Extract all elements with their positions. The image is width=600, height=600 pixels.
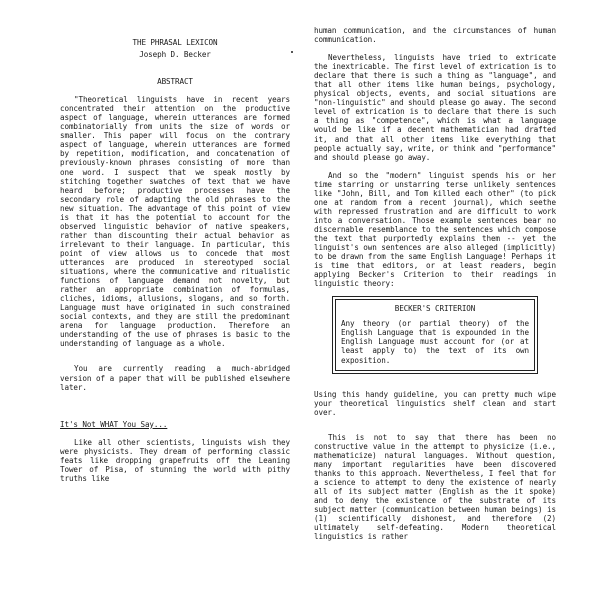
scan-speck [291,51,293,53]
paragraph-guideline: Using this handy guideline, you can pretty much wipe your theoretical linguistics shelf clean and start over. [314,389,556,417]
section-heading: It's Not WHAT You Say... [60,419,168,429]
criterion-box [332,296,538,373]
abridged-note: You are currently reading a much-abridged version of a paper that will be published elsewhere later. [60,364,290,392]
criterion-title: BECKER'S CRITERION [394,304,476,314]
paragraph-continued: human communication, and the circumstances of human communication. [314,26,556,45]
left-column [60,30,290,483]
abstract-heading: ABSTRACT [157,77,193,87]
paper-author: Joseph D. Becker [139,50,211,60]
section-paragraph: Like all other scientists, linguists wish they were physicists. They dream of performing classic feats like dropping grapefruits off the Leaning Tower of Pisa, of stunning the world with pithy truths like [60,437,290,483]
paper-title: THE PHRASAL LEXICON [132,38,218,47]
paragraph-extrication: Nevertheless, linguists have tried to extricate the inextricable. The first level of extrication is to declare that there is such a thing as "language", and that all other items like human beings, psychology, physical objects, events, and social situations are "non-linguistic" and should please go away. The second level of extrication is to declare that there is such a thing as "competence", which is what a language would be like if a decent mathematician had drafted it, and that all other items like everything that people actually say, write, or think and "performance" and should please go away. [314,53,556,162]
abstract-text: "Theoretical linguists have in recent years concentrated their attention on the productive aspect of language, wherein utterances are formed combinatorially from units the size of words or smaller. This paper will focus on the contrary aspect of language, wherein utterances are formed by repetition, modification, and concatenation of previously-known phrases consisting of more than one word. I suspect that we speak mostly by stitching together swatches of text that we have heard before; productive processes have the secondary role of adapting the old phrases to the new situation. The advantage of this point of view is that it has the potential to account for the observed linguistic behavior of native speakers, rather than discounting their actual behavior as irrelevant to their language. In particular, this point of view allows us to concede that most utterances are produced in stereotyped social situations, where the communicative and ritualistic functions of language demand not novelty, but rather an appropriate combination of formulas, cliches, idioms, allusions, slogans, and so forth. Language must have originated in such constrained social contexts, and they are still the predominant arena for language production. Therefore an understanding of the use of phrases is basic to the understanding of language as a whole. [60,95,290,349]
criterion-text: Any theory (or partial theory) of the English Language that is expounded in the English Language must account for (or at least apply to) the text of its own exposition. [341,319,529,365]
right-column [314,26,556,541]
paragraph-modern-linguist: And so the "modern" linguist spends his or her time starring or unstarring terse unlikely sentences like "John, Bill, and Tom killed each other" (to pick one at random from a recent journal), which seethe with repressed frustration and are difficult to work into a conversation. Those example sentences bear no discernable resemblance to the sentences which compose the text that purportedly explains them -- yet the linguist's own sentences are also alleged (implicitly) to be drawn from the same English Language! Perhaps it is time that editors, or at least readers, begin applying Becker's Criterion to their readings in linguistic theory: [314,170,556,289]
paragraph-physicize: This is not to say that there has been no constructive value in the attempt to physicize (i.e., mathematicize) natural languages. Without question, many important regularities have been discovered thanks to this approach. Nevertheless, I feel that for a science to attempt to deny the existence of nearly all of its subject matter (English as the it spoke) and to deny the existence of the substrate of its subject matter (communication between human beings) is (1) scientifically dishonest, and therefore (2) ultimately self-defeating. Modern theoretical linguistics is rather [314,432,556,542]
criterion-box-inner [335,299,535,370]
